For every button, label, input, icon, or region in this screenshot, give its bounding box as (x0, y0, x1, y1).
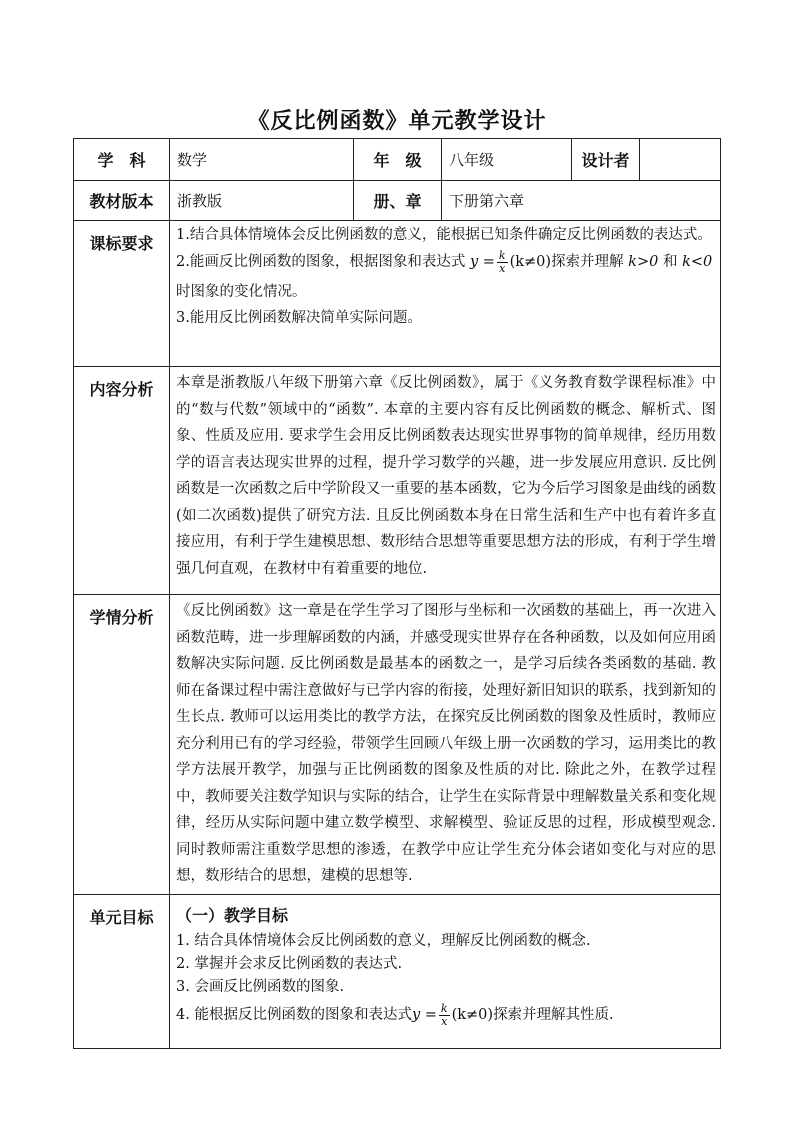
chapter-value: 下册第六章 (442, 181, 721, 221)
subject-row (74, 139, 721, 181)
goals-row (74, 895, 721, 1049)
goals-item-4: 4. 能根据反比例函数的图象和表达式y = $\frac{k}{x}$ (k≠0)探索并理解其性质. (176, 1001, 614, 1028)
design-table (73, 138, 721, 1049)
goals-item-1: 1. 结合具体情境体会反比例函数的意义，理解反比例函数的概念. (176, 933, 591, 949)
students-label: 学情分析 (74, 595, 170, 895)
goals-content (170, 895, 721, 1049)
students-row (74, 595, 721, 895)
fraction-k-over-x: $\frac{k}{x}$ (440, 1001, 448, 1028)
edition-label: 教材版本 (74, 181, 170, 221)
students-text: 《反比例函数》这一章是在学生学习了图形与坐标和一次函数的基础上，再一次进入函数范畴，进一步理解函数的内涵，并感受现实世界存在各种函数，以及如何应用函数解决实际问题. 反比例函数是最基本的函数之一，是学习后续各类函数的基础. 教师在备课过程中需注意做好与已学内容的衔接，处理好新旧知识的联系，找到新知的生长点. 教师可以运用类比的教学方法，在探究反比例函数的图象及性质时，教师应充分利用已有的学习经验，带领学生回顾八年级上册一次函数的学习，运用类比的教学方法展开教学，加强与正比例函数的图象及性质的对比. 除此之外，在教学过程中，教师要关注数学知识与实际的结合，让学生在实际背景中理解数量关系和变化规律，经历从实际问题中建立数学模型、求解模型、验证反思的过程，形成模型观念. 同时教师需注重数学思想的渗透，在教学中应让学生充分体会诸如变化与对应的思想，数形结合的思想，建模的思想等. (170, 595, 721, 895)
formula-y: y = (411, 1007, 437, 1023)
grade-label: 年 级 (354, 139, 442, 181)
standards-item-2: 2.能画反比例函数的图象，根据图象和表达式 y = $\frac{k}{x}$ (k≠0)探索并理解 k>0 和 k<0 时图象的变化情况。 (176, 248, 713, 300)
standards-item-1: 1.结合具体情境体会反比例函数的意义，能根据已知条件确定反比例函数的表达式。 (176, 227, 712, 243)
standards-item-3: 3.能用反比例函数解决简单实际问题。 (176, 310, 422, 326)
edition-row (74, 181, 721, 221)
standards-row (74, 221, 721, 367)
formula-y: y = (469, 254, 495, 270)
standards-content (170, 221, 721, 367)
standards-label: 课标要求 (74, 221, 170, 367)
designer-label: 设计者 (572, 139, 640, 181)
subject-value: 数学 (170, 139, 354, 181)
chapter-label: 册、章 (354, 181, 442, 221)
goals-heading: （一）教学目标 (176, 906, 289, 925)
document-title: 《反比例函数》单元教学设计 (247, 109, 547, 134)
formula-condition: (k≠0) (509, 254, 552, 270)
formula-condition: (k≠0) (451, 1007, 494, 1023)
goals-item-2: 2. 掌握并会求反比例函数的表达式. (176, 956, 403, 972)
content-label: 内容分析 (74, 367, 170, 595)
content-text: 本章是浙教版八年级下册第六章《反比例函数》，属于《义务教育数学课程标准》中的“数与代数”领域中的“函数”. 本章的主要内容有反比例函数的概念、解析式、图象、性质及应用. 要求学生会用反比例函数表达现实世界事物的简单规律，经历用数学的语言表达现实世界的过程，提升学习数学的兴趣，进一步发展应用意识. 反比例函数是一次函数之后中学阶段又一重要的基本函数，它为今后学习图象是曲线的函数(如二次函数)提供了研究方法. 且反比例函数本身在日常生活和生产中也有着许多直接应用，有利于学生建模思想、数形结合思想等重要思想方法的形成，有利于学生增强几何直观，在教材中有着重要的地位. (170, 367, 721, 595)
content-row (74, 367, 721, 595)
goals-item-3: 3. 会画反比例函数的图象. (176, 979, 345, 995)
edition-value: 浙教版 (170, 181, 354, 221)
grade-value: 八年级 (442, 139, 572, 181)
designer-value (640, 139, 721, 181)
subject-label: 学 科 (74, 139, 170, 181)
fraction-k-over-x: $\frac{k}{x}$ (498, 248, 506, 275)
goals-label: 单元目标 (74, 895, 170, 1049)
